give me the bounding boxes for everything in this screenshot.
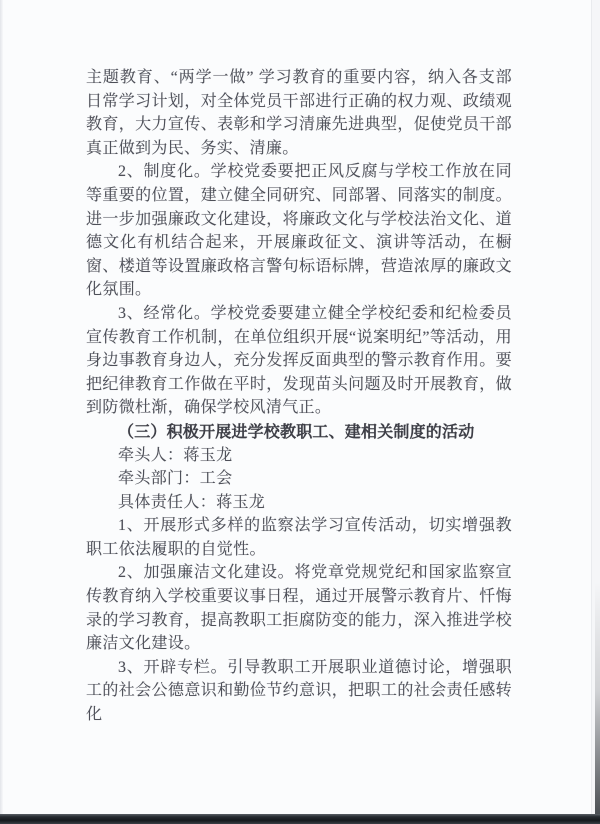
document-body — [86, 66, 512, 727]
detail-line-responsible-person: 具体责任人：蒋玉龙 — [118, 493, 266, 511]
paragraph-item-3-jingchanghua: 3、经常化。学校党委要建立健全学校纪委和纪检委员宣传教育工作机制，在单位组织开展“说案明纪”等活动，用身边事教育身边人，充分发挥反面典型的警示教育作用。要把纪律教育工作做在平时，发现苗头问题及时开展教育，做到防微杜渐，确保学校风清气正。 — [86, 304, 512, 417]
detail-line-leader: 牵头人：蒋玉龙 — [118, 446, 233, 464]
paragraph-body-continuation: 主题教育、“两学一做” 学习教育的重要内容，纳入各支部日常学习计划，对全体党员干部进行正确的权力观、政绩观教育，大力宣传、表彰和学习清廉先进典型，促使党员干部真正做到为民、务实、清廉。 — [86, 69, 512, 157]
paragraph-item-2-zhiduhua: 2、制度化。学校党委要把正风反腐与学校工作放在同等重要的位置，建立健全同研究、同部署、同落实的制度。进一步加强廉政文化建设，将廉政文化与学校法治文化、道德文化有机结合起来，开展廉政征文、演讲等活动，在橱窗、楼道等设置廉政格言警句标语标牌，营造浓厚的廉政文化氛围。 — [86, 163, 512, 299]
scan-bottom-edge — [0, 814, 600, 824]
paragraph-item-2-lianjie: 2、加强廉洁文化建设。将党章党规党纪和国家监察宣传教育纳入学校重要议事日程，通过开展警示教育片、忏悔录的学习教育，提高教职工拒腐防变的能力，深入推进学校廉洁文化建设。 — [86, 564, 512, 653]
scan-left-edge — [0, 0, 3, 824]
paragraph-item-1-xuanchuan: 1、开展形式多样的监察法学习宣传活动，切实增强教职工依法履职的自觉性。 — [86, 517, 512, 558]
scan-right-edge-line — [591, 0, 592, 824]
detail-line-department: 牵头部门：工会 — [118, 470, 233, 488]
scan-right-shadow — [595, 582, 600, 824]
paragraph-item-3-zhuanlan: 3、开辟专栏。引导教职工开展职业道德讨论，增强职工的社会公德意识和勤俭节约意识，把职工的社会责任感转化 — [86, 658, 512, 724]
section-heading: （三）积极开展进学校教职工、建相关制度的活动 — [118, 421, 475, 441]
